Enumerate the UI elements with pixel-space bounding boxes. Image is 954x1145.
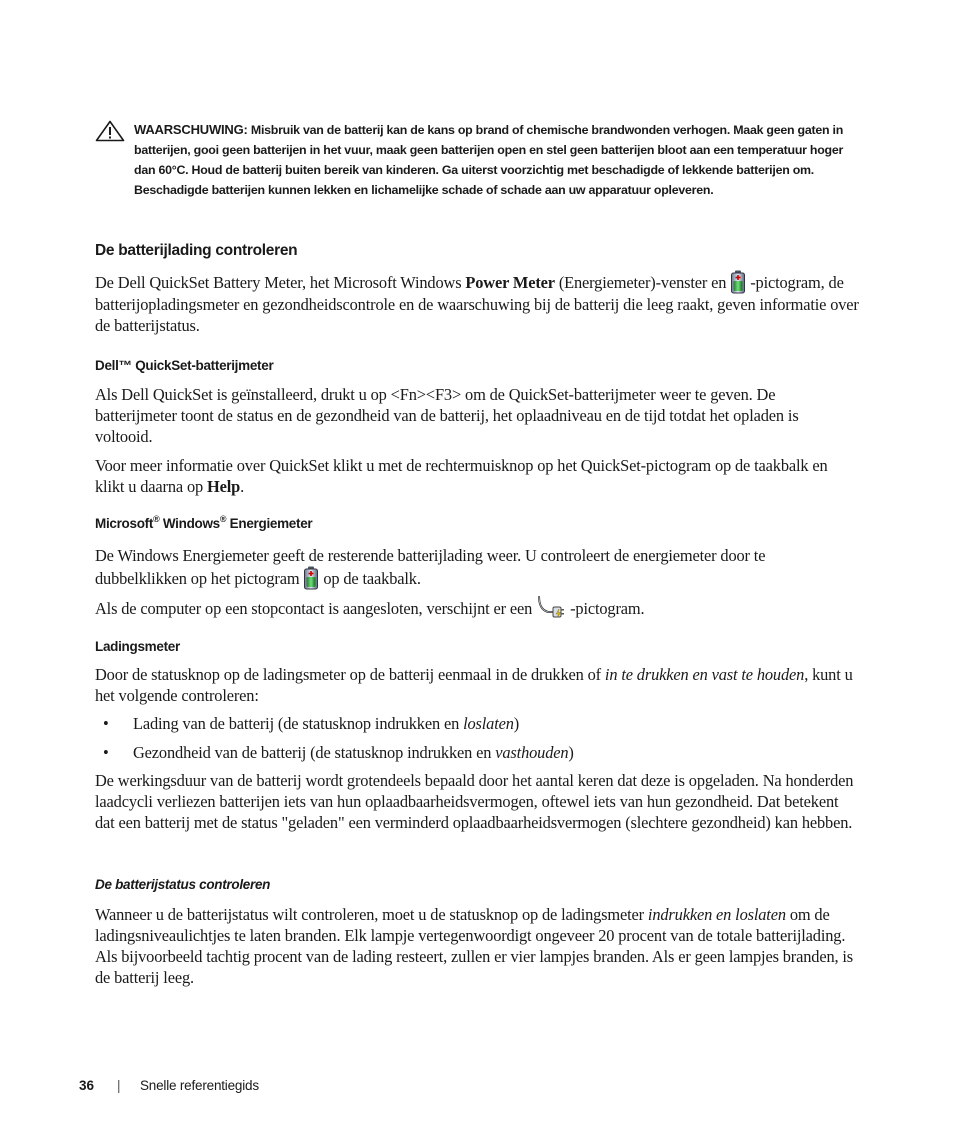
heading-windows-power-meter: Microsoft® Windows® Energiemeter bbox=[95, 513, 313, 531]
footer-separator: | bbox=[117, 1078, 121, 1093]
heading-quickset-battery-meter: Dell™ QuickSet-batterijmeter bbox=[95, 358, 274, 373]
heading-check-battery-status: De batterijstatus controleren bbox=[95, 877, 271, 892]
warning-body: Misbruik van de batterij kan de kans op brand of chemische brandwonden verhogen. Maak geen gaten in batterijen, gooi geen batterijen in het vuur, maak geen batterijen open en stel geen batterijen bloot aan een temperatuur hoger dan 60°C. Houd de batterij buiten bereik van kinderen. Ga uiterst voorzichtig met beschadigde of lekkende batterijen om. Beschadigde batterijen kunnen lekken en lichamelijke schade of schade aan uw apparatuur opleveren. bbox=[134, 123, 844, 197]
heading-battery-check: De batterijlading controleren bbox=[95, 242, 298, 259]
paragraph-check-battery-status: Wanneer u de batterijstatus wilt controleren, moet u de statusknop op de ladingsmeter indrukken en loslaten om de ladingsniveaulichtjes te laten branden. Elk lampje vertegenwoordigt ongeveer 20 procent van de totale batterijlading. Als bijvoorbeeld tachtig procent van de lading resteert, zullen er vier lampjes branden. Als er geen lampjes branden, is de batterij leeg. bbox=[95, 905, 854, 987]
battery-icon bbox=[303, 566, 319, 590]
warning-text bbox=[134, 120, 865, 200]
warning-triangle-icon bbox=[95, 120, 125, 142]
paragraph-battery-lifespan: De werkingsduur van de batterij wordt grotendeels bepaald door het aantal keren dat deze is opgeladen. Na honderden laadcycli verliezen batterijen iets van hun oplaadbaarheidsvermogen, oftewel iets van hun gezondheid. Dat betekent dat een batterij met de status "geladen" een verminderd oplaadbaarheidsvermogen (slechtere gezondheid) kan hebben. bbox=[95, 771, 854, 832]
page-number: 36 bbox=[79, 1078, 95, 1093]
bullet-marker: • bbox=[103, 743, 109, 762]
footer-title: Snelle referentiegids bbox=[140, 1078, 259, 1093]
paragraph-battery-check-intro: De Dell QuickSet Battery Meter, het Microsoft Windows Power Meter (Energiemeter)-venster en -pictogram, de batterijopladingsmeter en gezondheidscontrole en de waarschuwing bij de batterij die leeg raakt, geven informatie over de batterijstatus. bbox=[95, 270, 859, 336]
paragraph-ac-power-icon: Als de computer op een stopcontact is aangesloten, verschijnt er een -pictogram. bbox=[95, 594, 859, 620]
paragraph-power-meter-intro: De Windows Energiemeter geeft de resterende batterijlading weer. U controleert de energiemeter door te dubbelklikken op het pictogram op de taakbalk. bbox=[95, 546, 766, 588]
paragraph-quickset-help: Voor meer informatie over QuickSet klikt u met de rechtermuisknop op het QuickSet-pictogram op de taakbalk en klikt u daarna op Help. bbox=[95, 456, 828, 496]
bullet-marker: • bbox=[103, 714, 109, 733]
paragraph-quickset-intro: Als Dell QuickSet is geïnstalleerd, drukt u op <Fn><F3> om de QuickSet-batterijmeter weer te geven. De batterijmeter toont de status en de gezondheid van de batterij, het oplaadniveau en de tijd totdat het opladen is voltooid. bbox=[95, 385, 799, 446]
warning-label: WAARSCHUWING: bbox=[134, 122, 248, 137]
heading-charge-gauge: Ladingsmeter bbox=[95, 639, 180, 654]
warning-block bbox=[95, 120, 865, 200]
paragraph-charge-gauge-intro: Door de statusknop op de ladingsmeter op de batterij eenmaal in de drukken of in te drukken en vast te houden, kunt u het volgende controleren: bbox=[95, 665, 853, 705]
ac-power-plug-icon bbox=[536, 594, 566, 620]
document-page: WAARSCHUWING: Misbruik van de batterij kan de kans op brand of chemische brandwonden verhogen. Maak geen gaten in batterijen, gooi geen batterijen in het vuur, maak geen batterijen open en stel geen batterijen bloot aan een temperatuur hoger dan 60°C. Houd de batterij buiten bereik van kinderen. Ga uiterst voorzichtig met beschadigde of lekkende batterijen om. Beschadigde batterijen kunnen lekken en lichamelijke schade of schade aan uw apparatuur opleveren. De batterijlading controleren De Dell QuickSet Battery Meter, het Microsoft Windows Power Meter (Energiemeter)-venster en -pictogram, de batterijopladingsmeter en gezondheidscontrole en de waarschuwing bij de batterij die leeg raakt, geven informatie over de batterijstatus. Dell™ QuickSet-batterijmeter Als Dell QuickSet is geïnstalleerd, drukt u op <Fn><F3> om de QuickSet-batterijmeter weer te geven. De batterijmeter toont de status en de gezondheid van de batterij, het oplaadniveau en de tijd totdat het opladen is voltooid. Voor meer informatie over QuickSet klikt u met de rechtermuisknop op het QuickSet-pictogram op de taakbalk en klikt u daarna op Help. Microsoft® Windows® Energiemeter De Windows Energiemeter geeft de resterende batterijlading weer. U controleert de energiemeter door te dubbelklikken op het pictogram op de taakbalk. Als de computer op een stopcontact is aangesloten, verschijnt er een -pictogram. Ladingsmeter Door de statusknop op de ladingsmeter op de batterij eenmaal in de drukken of in te drukken en vast te houden, kunt u het volgende controleren: • Lading van de batterij (de statusknop indrukken en loslaten) • Gezondheid van de batterij (de statusknop indrukken en vasthouden) De werkingsduur van de batterij wordt grotendeels bepaald door het aantal keren dat deze is opgeladen. Na honderden laadcycli verliezen batterijen iets van hun oplaadbaarheidsvermogen, oftewel iets van hun gezondheid. Dat betekent dat een batterij met de status "geladen" een verminderd oplaadbaarheidsvermogen (slechtere gezondheid) kan hebben. De batterijstatus controleren Wanneer u de batterijstatus wilt controleren, moet u de statusknop op de ladingsmeter indrukken en loslaten om de ladingsniveaulichtjes te laten branden. Elk lampje vertegenwoordigt ongeveer 20 procent van de totale batterijlading. Als bijvoorbeeld tachtig procent van de lading resteert, zullen er vier lampjes branden. Als er geen lampjes branden, is de batterij leeg. 36 | Snelle referentiegids bbox=[0, 0, 954, 1145]
battery-icon bbox=[730, 270, 746, 294]
